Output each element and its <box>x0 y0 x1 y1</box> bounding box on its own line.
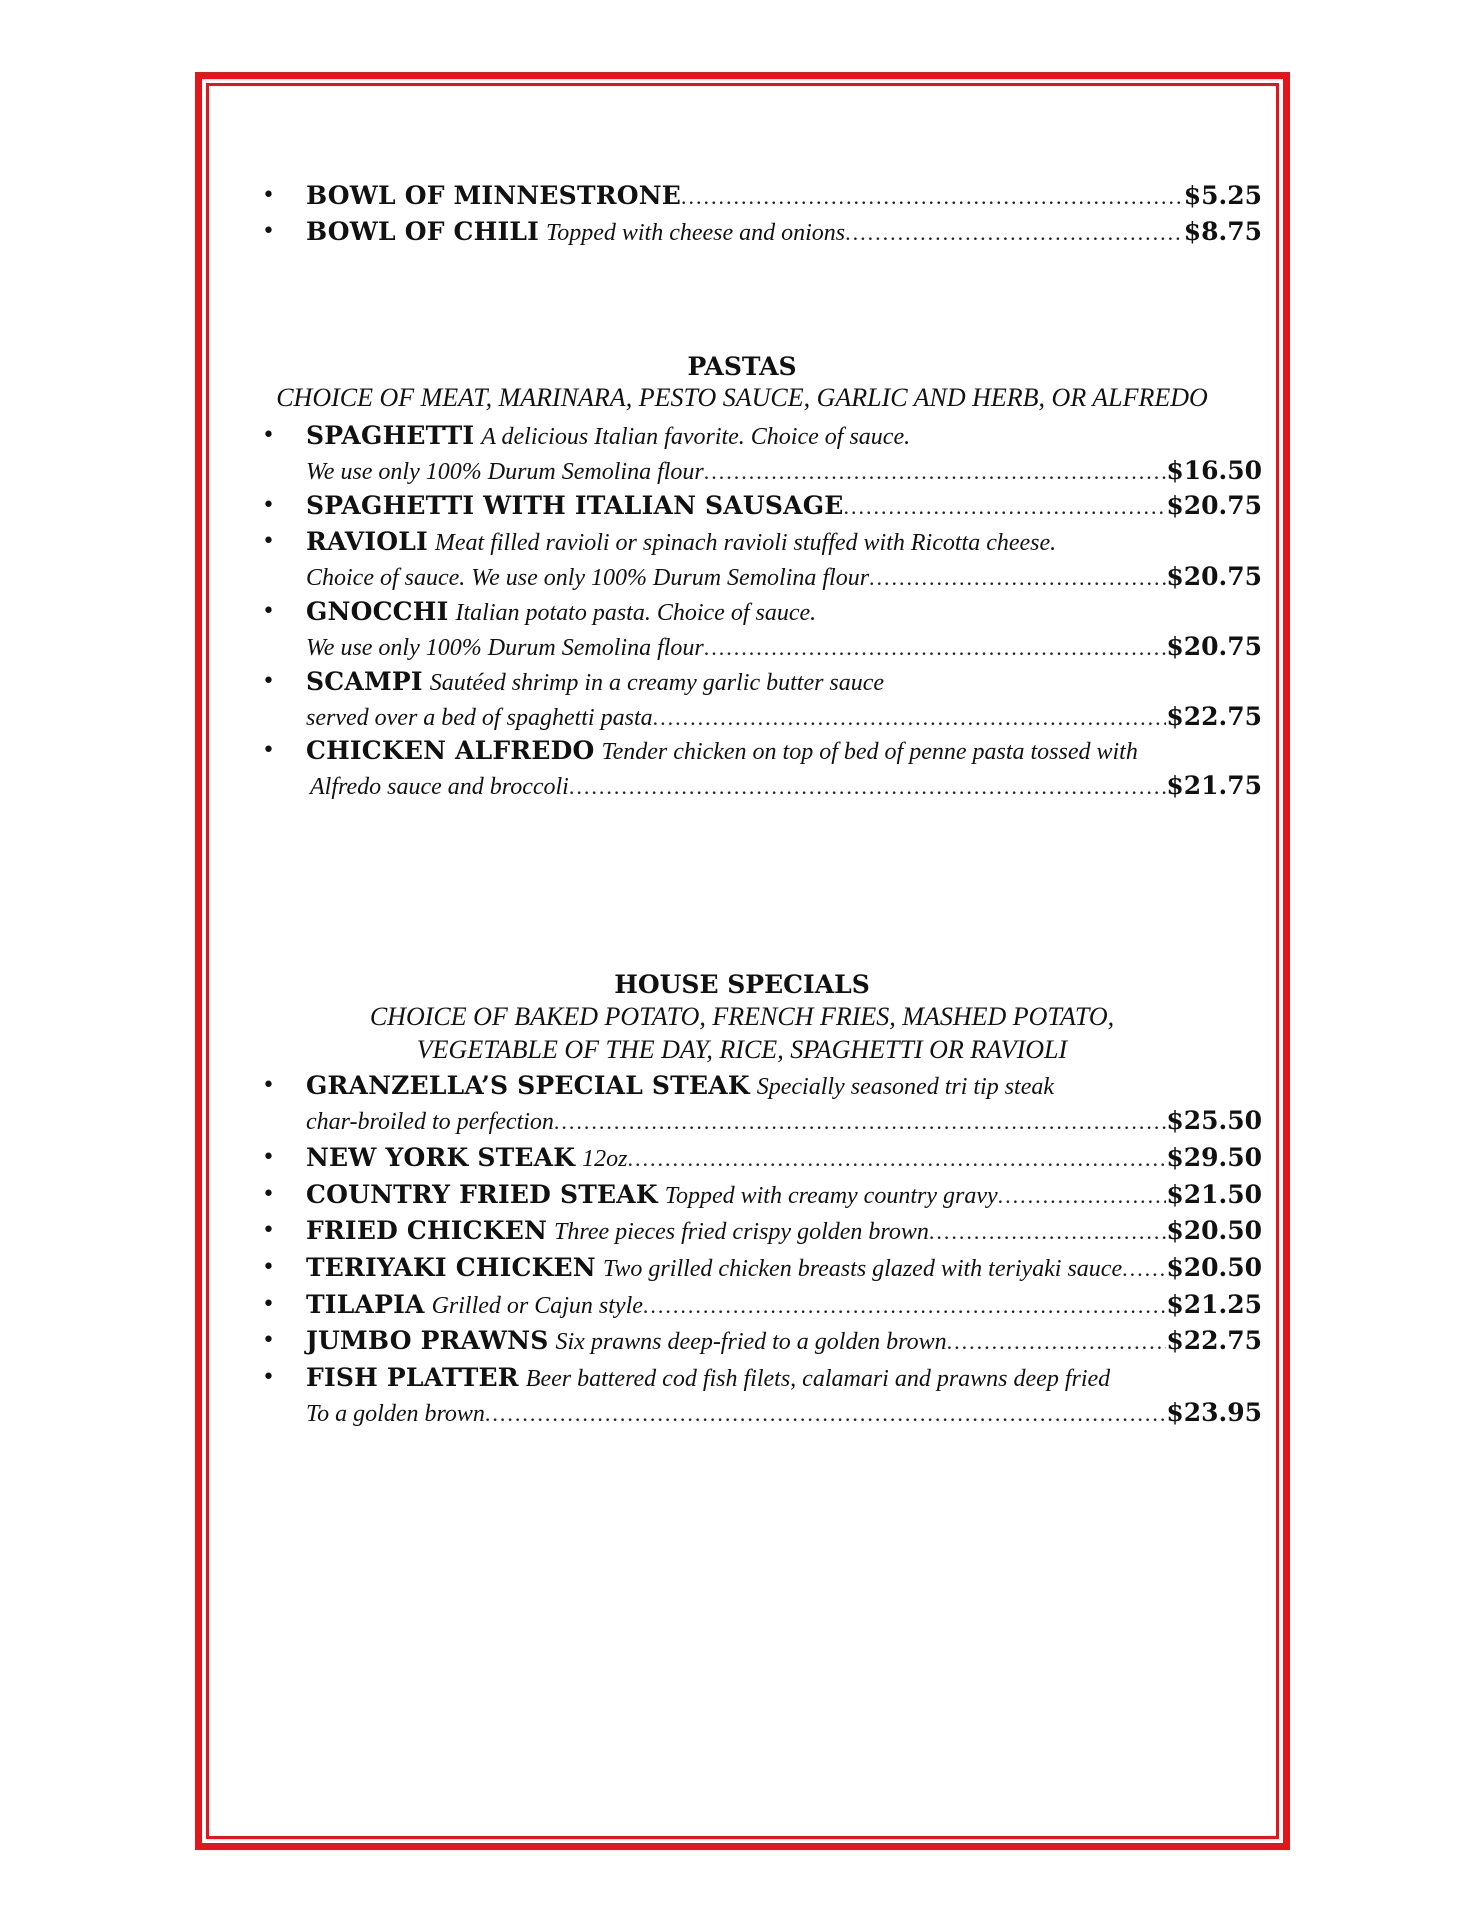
item-price: $5.25 <box>1183 181 1262 210</box>
leader-dots <box>844 489 1167 524</box>
item-name: CHICKEN ALFREDO <box>306 736 595 765</box>
leader-dots <box>929 1214 1166 1249</box>
item-price: $21.25 <box>1166 1290 1262 1319</box>
bullet-icon: • <box>262 1218 275 1243</box>
item-description: 12oz <box>582 1146 628 1172</box>
bullet-icon: • <box>262 493 275 518</box>
leader-dots <box>845 215 1184 250</box>
item-description: Grilled or Cajun style <box>431 1293 643 1319</box>
section-subtitle-line-2: VEGETABLE OF THE DAY, RICE, SPAGHETTI OR RAVIOLI <box>416 1035 1068 1064</box>
item-name: SPAGHETTI <box>306 421 475 450</box>
item-description-cont: To a golden brown <box>306 1401 485 1427</box>
item-description-cont: served over a bed of spaghetti pasta <box>306 705 653 731</box>
item-price: $29.50 <box>1166 1143 1262 1172</box>
item-description: Three pieces fried crispy golden brown <box>554 1219 929 1245</box>
item-name: GNOCCHI <box>306 597 449 626</box>
bullet-icon: • <box>262 599 275 624</box>
bullet-icon: • <box>262 669 275 694</box>
item-name: NEW YORK STEAK <box>306 1143 576 1172</box>
item-description: Italian potato pasta. Choice of sauce. <box>455 600 817 626</box>
item-name: BOWL OF MINNESTRONE <box>306 181 682 210</box>
item-name: COUNTRY FRIED STEAK <box>306 1180 658 1209</box>
bullet-icon: • <box>262 738 275 763</box>
leader-dots <box>554 1104 1166 1139</box>
bullet-icon: • <box>262 1145 275 1170</box>
bullet-icon: • <box>262 1255 275 1280</box>
bullet-icon: • <box>262 219 275 244</box>
leader-dots <box>998 1178 1167 1213</box>
item-name: BOWL OF CHILI <box>306 217 540 246</box>
bullet-icon: • <box>262 1073 275 1098</box>
section-title-house-specials: HOUSE SPECIALS <box>614 970 870 999</box>
leader-dots <box>704 630 1167 665</box>
item-name: TILAPIA <box>306 1290 425 1319</box>
leader-dots <box>704 454 1167 489</box>
item-description-cont: We use only 100% Durum Semolina flour <box>306 635 704 661</box>
item-price: $22.75 <box>1166 1326 1262 1355</box>
item-price: $25.50 <box>1166 1106 1262 1135</box>
item-description: A delicious Italian favorite. Choice of sauce. <box>481 424 911 450</box>
item-price: $20.50 <box>1166 1216 1262 1245</box>
item-price: $16.50 <box>1166 456 1262 485</box>
item-description: Specially seasoned tri tip steak <box>756 1074 1055 1100</box>
section-subtitle-line-1: CHOICE OF BAKED POTATO, FRENCH FRIES, MASHED POTATO, <box>369 1002 1115 1031</box>
item-description: Sautéed shrimp in a creamy garlic butter sauce <box>429 670 885 696</box>
item-description: Topped with creamy country gravy <box>664 1183 998 1209</box>
item-description: Topped with cheese and onions <box>546 220 846 246</box>
item-name: JUMBO PRAWNS <box>306 1326 549 1355</box>
bullet-icon: • <box>262 1365 275 1390</box>
item-description-cont: char-broiled to perfection <box>306 1109 554 1135</box>
item-price: $20.75 <box>1166 491 1262 520</box>
leader-dots <box>869 560 1166 595</box>
section-subtitle-pastas: CHOICE OF MEAT, MARINARA, PESTO SAUCE, GARLIC AND HERB, OR ALFREDO <box>276 383 1208 412</box>
leader-dots <box>653 700 1167 735</box>
item-description: Meat filled ravioli or spinach ravioli stuffed with Ricotta cheese. <box>434 530 1057 556</box>
item-name: FISH PLATTER <box>306 1363 519 1392</box>
item-description-cont: Choice of sauce. We use only 100% Durum Semolina flour <box>306 565 870 591</box>
bullet-icon: • <box>262 529 275 554</box>
leader-dots <box>628 1141 1167 1176</box>
bullet-icon: • <box>262 1292 275 1317</box>
item-price: $8.75 <box>1183 217 1262 246</box>
bullet-icon: • <box>262 183 275 208</box>
item-name: TERIYAKI CHICKEN <box>306 1253 596 1282</box>
item-description-cont: Alfredo sauce and broccoli <box>310 774 569 800</box>
item-price: $20.50 <box>1166 1253 1262 1282</box>
section-title-pastas: PASTAS <box>687 352 797 381</box>
item-price: $20.75 <box>1166 632 1262 661</box>
leader-dots <box>485 1396 1166 1431</box>
item-price: $23.95 <box>1166 1398 1262 1427</box>
item-name: FRIED CHICKEN <box>306 1216 548 1245</box>
item-name: SPAGHETTI WITH ITALIAN SAUSAGE <box>306 491 844 520</box>
item-name: RAVIOLI <box>306 527 428 556</box>
bullet-icon: • <box>262 1182 275 1207</box>
leader-dots <box>1122 1251 1166 1286</box>
leader-dots <box>569 769 1166 804</box>
item-name: GRANZELLA’S SPECIAL STEAK <box>306 1071 750 1100</box>
bullet-icon: • <box>262 423 275 448</box>
item-description-cont: We use only 100% Durum Semolina flour <box>306 459 704 485</box>
item-description: Tender chicken on top of bed of penne pasta tossed with <box>601 739 1138 765</box>
item-price: $20.75 <box>1166 562 1262 591</box>
item-description: Six prawns deep-fried to a golden brown <box>555 1329 947 1355</box>
item-description: Beer battered cod fish filets, calamari and prawns deep fried <box>525 1366 1111 1392</box>
item-price: $21.75 <box>1166 771 1262 800</box>
leader-dots <box>947 1324 1167 1359</box>
item-price: $21.50 <box>1166 1180 1262 1209</box>
leader-dots <box>681 179 1184 214</box>
item-description: Two grilled chicken breasts glazed with teriyaki sauce <box>602 1256 1123 1282</box>
bullet-icon: • <box>262 1328 275 1353</box>
leader-dots <box>643 1288 1166 1323</box>
item-name: SCAMPI <box>306 667 423 696</box>
item-price: $22.75 <box>1166 702 1262 731</box>
